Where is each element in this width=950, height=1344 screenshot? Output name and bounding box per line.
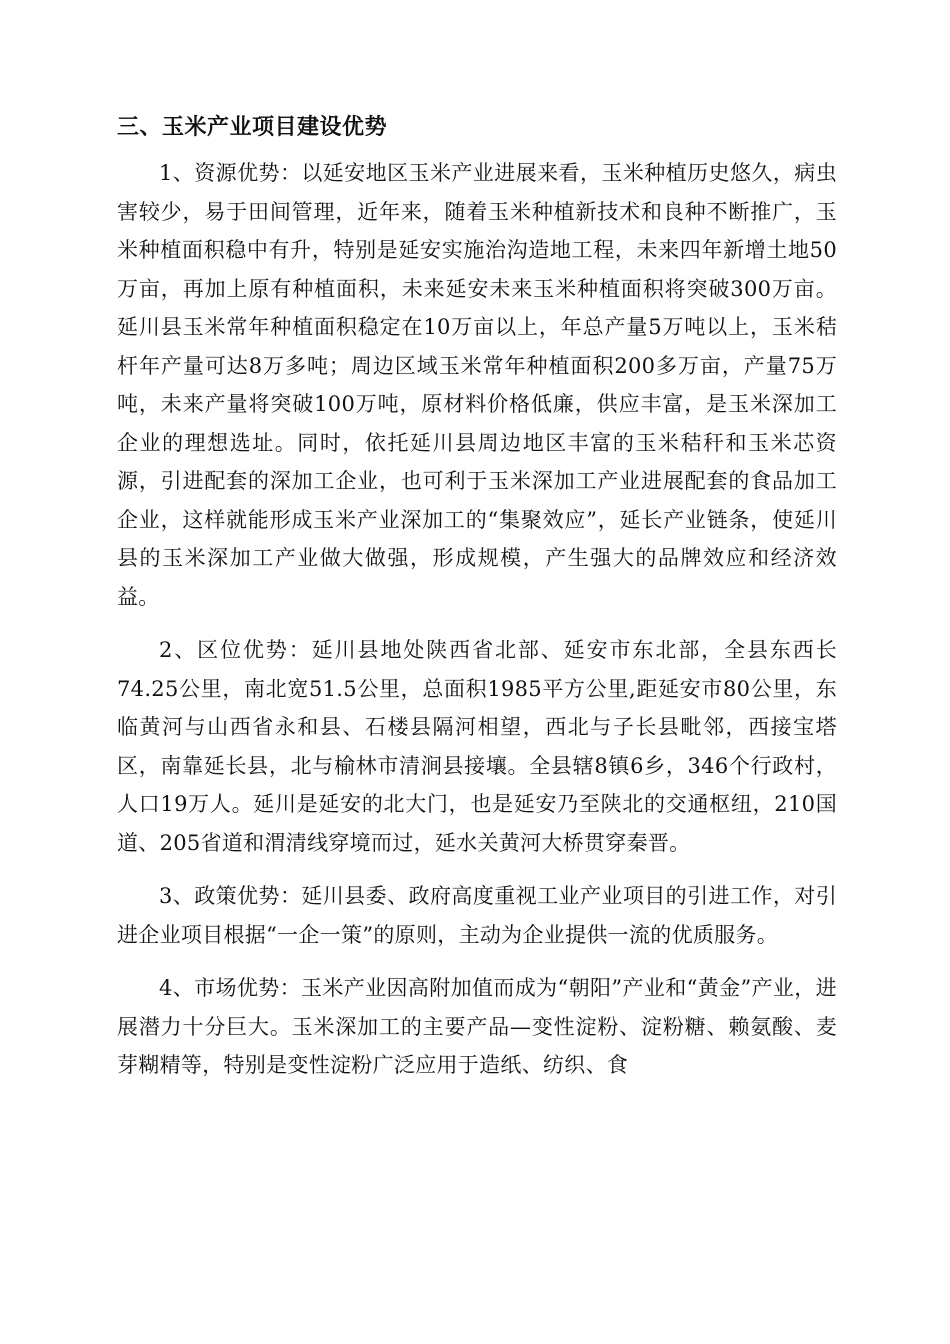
paragraph-location-advantage: 2、区位优势：延川县地处陕西省北部、延安市东北部，全县东西长74.25公里，南北宽51.5公里，总面积1985平方公里,距延安市80公里，东临黄河与山西省永和县、石楼县隔河相望，西北与子长县毗邻，西接宝塔区，南靠延长县，北与榆林市清涧县接壤。全县辖8镇6乡，346个行政村，人口19万人。延川是延安的北大门，也是延安乃至陕北的交通枢纽，210国道、205省道和渭清线穿境而过，延水关黄河大桥贯穿秦晋。: [117, 638, 837, 855]
paragraph-resource-advantage: 1、资源优势：以延安地区玉米产业进展来看，玉米种植历史悠久，病虫害较少，易于田间管理，近年来，随着玉米种植新技术和良种不断推广，玉米种植面积稳中有升，特别是延安实施治沟造地工程，未来四年新增土地50万亩，再加上原有种植面积，未来延安未来玉米种植面积将突破300万亩。延川县玉米常年种植面积稳定在10万亩以上，年总产量5万吨以上，玉米秸杆年产量可达8万多吨；周边区域玉米常年种植面积200多万亩，产量75万吨，未来产量将突破100万吨，原材料价格低廉，供应丰富，是玉米深加工企业的理想选址。同时，依托延川县周边地区丰富的玉米秸秆和玉米芯资源，引进配套的深加工企业，也可利于玉米深加工产业进展配套的食品加工企业，这样就能形成玉米产业深加工的“集聚效应”，延长产业链条，使延川县的玉米深加工产业做大做强，形成规模，产生强大的品牌效应和经济效益。: [117, 161, 837, 609]
document-page: [117, 110, 837, 1100]
paragraph-market-advantage: 4、市场优势：玉米产业因高附加值而成为“朝阳”产业和“黄金”产业，进展潜力十分巨大。玉米深加工的主要产品—变性淀粉、淀粉糖、赖氨酸、麦芽糊精等，特别是变性淀粉广泛应用于造纸、纺织、食: [117, 976, 837, 1077]
paragraph-policy-advantage: 3、政策优势：延川县委、政府高度重视工业产业项目的引进工作，对引进企业项目根据“一企一策”的原则，主动为企业提供一流的优质服务。: [117, 884, 837, 947]
section-heading: 三、玉米产业项目建设优势: [117, 115, 388, 140]
